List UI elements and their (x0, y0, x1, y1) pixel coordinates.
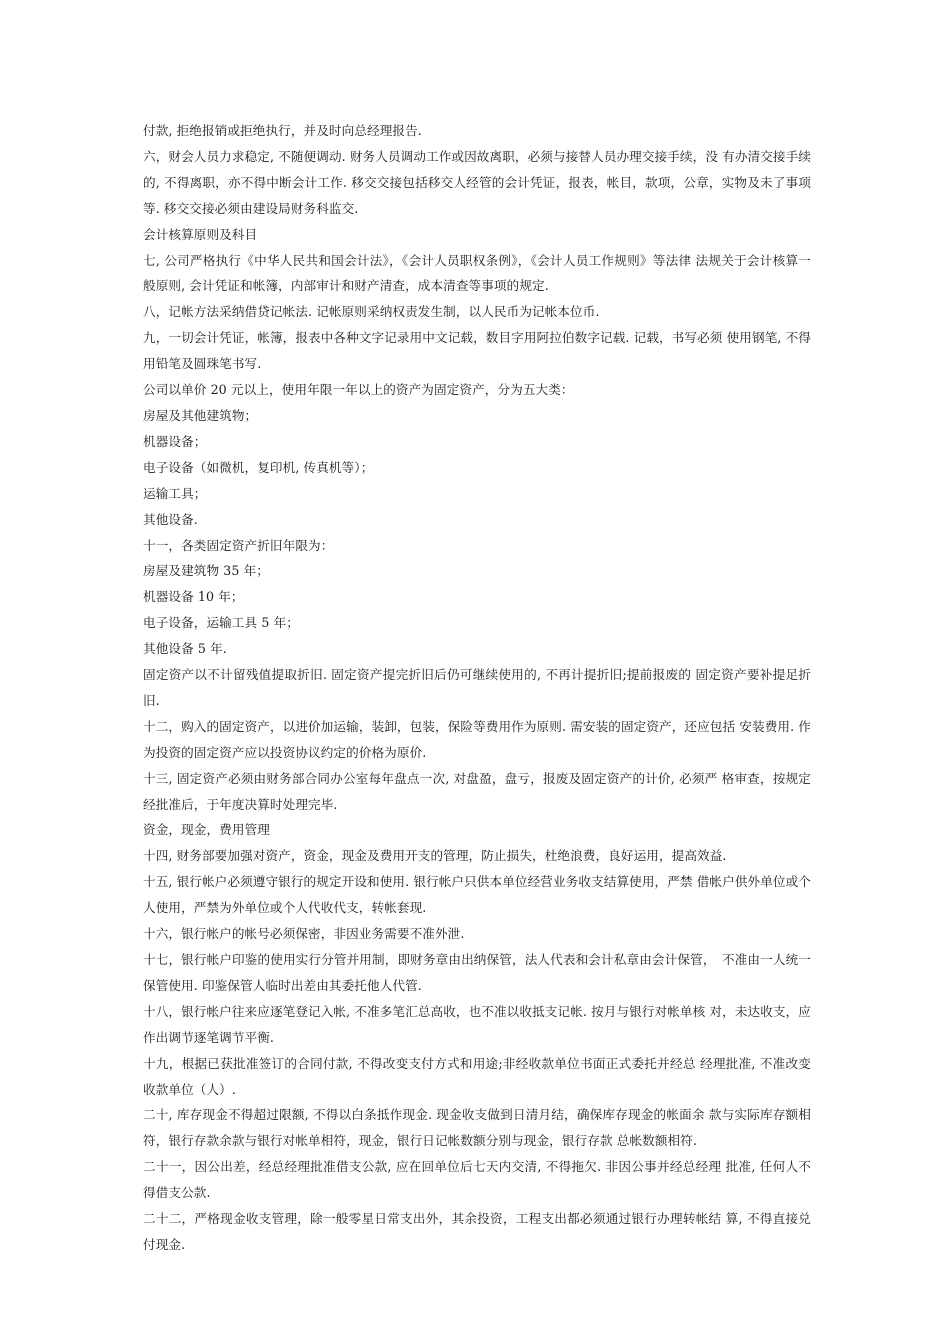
paragraph: 固定资产以不计留残值提取折旧. 固定资产提完折旧后仍可继续使用的, 不再计提折旧;提前报废的 固定资产要补提足折旧. (143, 667, 811, 708)
paragraph: 十四, 财务部要加强对资产，资金，现金及费用开支的管理，防止损失，杜绝浪费，良好运用，提高效益. (143, 848, 727, 864)
list-item: 机器设备 10 年； (143, 589, 244, 605)
paragraph: 十一，各类固定资产折旧年限为： (143, 537, 334, 553)
paragraph: 十八，银行帐户往来应逐笔登记入帐, 不准多笔汇总高收，也不准以收抵支记帐. 按月与银行对帐单核 对，未达收支，应作出调节逐笔调节平衡. (143, 1003, 811, 1045)
paragraph: 七, 公司严格执行《中华人民共和国会计法》，《会计人员职权条例》，《会计人员工作规则》等法律 法规关于会计核算一般原则, 会计凭证和帐簿，内部审计和财产清查，成本清查等事项的规定. (143, 252, 811, 294)
list-item: 运输工具； (143, 485, 207, 501)
paragraph: 十五, 银行帐户必须遵守银行的规定开设和使用. 银行帐户只供本单位经营业务收支结算使用，严禁 借帐户供外单位或个人使用，严禁为外单位或个人代收代支，转帐套现. (143, 874, 811, 916)
paragraph: 十六，银行帐户的帐号必须保密，非因业务需要不准外泄. (143, 926, 465, 942)
paragraph: 十二，购入的固定资产，以进价加运输，装卸，包装，保险等费用作为原则. 需安装的固定资产，还应包括 安装费用. 作为投资的固定资产应以投资协议约定的价格为原价. (143, 718, 811, 760)
document-body (143, 118, 811, 1258)
paragraph: 六，财会人员力求稳定, 不随便调动. 财务人员调动工作或因故离职，必须与接替人员办理交接手续，没 有办清交接手续的, 不得离职，亦不得中断会计工作. 移交交接包括移交人经管的会计凭证，报表，帐目，款项，公章，实物及未了事项等. 移交交接必须由建设局财务科监交. (143, 148, 811, 216)
list-item: 电子设备（如微机，复印机, 传真机等）； (143, 459, 374, 475)
list-item: 电子设备，运输工具 5 年； (143, 615, 299, 631)
paragraph: 十七，银行帐户印鉴的使用实行分管并用制，即财务章由出纳保管，法人代表和会计私章由会计保管， 不准由一人统一保管使用. 印鉴保管人临时出差由其委托他人代管. (143, 952, 811, 993)
section-heading: 会计核算原则及科目 (143, 226, 258, 242)
list-item: 房屋及其他建筑物； (143, 407, 258, 423)
paragraph: 九，一切会计凭证，帐簿，报表中各种文字记录用中文记载，数目字用阿拉伯数字记载. 记载，书写必须 使用钢笔, 不得用铅笔及圆珠笔书写. (143, 330, 811, 372)
paragraph: 付款, 拒绝报销或拒绝执行，并及时向总经理报告. (143, 123, 422, 138)
list-item: 其他设备. (143, 511, 198, 527)
list-item: 机器设备； (143, 433, 207, 449)
paragraph: 二十一，因公出差，经总经理批准借支公款, 应在回单位后七天内交清, 不得拖欠. 非因公事并经总经理 批准, 任何人不得借支公款. (143, 1159, 811, 1201)
paragraph: 二十二，严格现金收支管理，除一般零星日常支出外，其余投资，工程支出都必须通过银行办理转帐结 算, 不得直接兑付现金. (143, 1211, 811, 1252)
paragraph: 十三, 固定资产必须由财务部合同办公室每年盘点一次, 对盘盈，盘亏，报废及固定资产的计价, 必须严 格审查，按规定经批准后，于年度决算时处理完毕. (143, 770, 811, 812)
paragraph: 公司以单价 20 元以上，使用年限一年以上的资产为固定资产，分为五大类： (143, 382, 574, 398)
paragraph: 八，记帐方法采纳借贷记帐法. 记帐原则采纳权责发生制，以人民币为记帐本位币. (143, 304, 600, 320)
paragraph: 二十, 库存现金不得超过限额, 不得以白条抵作现金. 现金收支做到日清月结，确保库存现金的帐面余 款与实际库存额相符，银行存款余款与银行对帐单相符，现金，银行日记帐数额分别与现金，银行存款 总帐数额相符. (143, 1107, 811, 1149)
section-heading: 资金，现金，费用管理 (143, 822, 270, 838)
paragraph: 十九，根据已获批准签订的合同付款, 不得改变支付方式和用途;非经收款单位书面正式委托并经总 经理批准, 不准改变收款单位（人）. (143, 1055, 811, 1097)
list-item: 房屋及建筑物 35 年； (143, 563, 269, 579)
list-item: 其他设备 5 年. (143, 641, 227, 657)
